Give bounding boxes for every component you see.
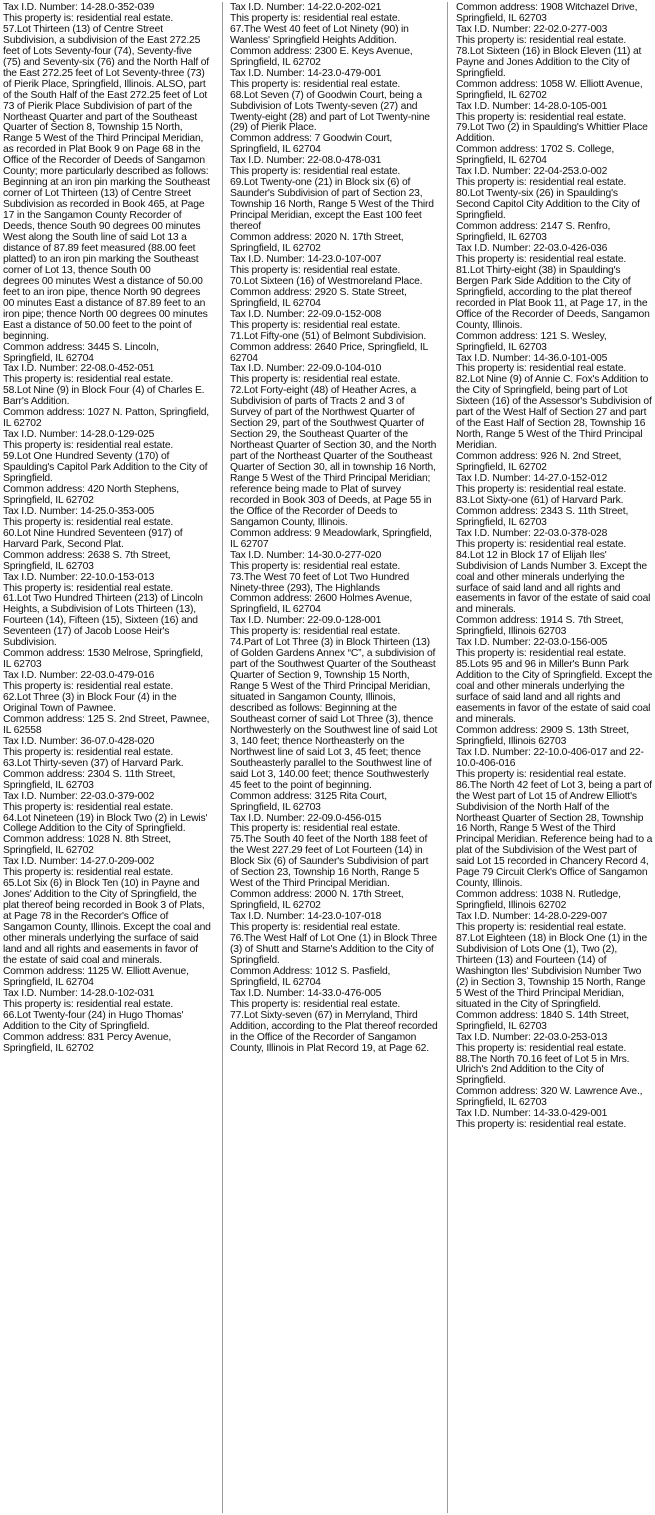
notice-text-line: Tax I.D. Number: 22-10.0-406-017 and 22-10.0-406-016	[456, 746, 644, 769]
notice-text-line: Tax I.D. Number: 36-07.0-428-020	[3, 735, 155, 747]
notice-text-line: This property is: residential real estate.	[3, 867, 174, 879]
notice-text-line: Common address: 3125 Rita Court, Springfield, IL 62703	[230, 790, 387, 813]
notice-text-line: This property is: residential real estate.	[3, 12, 174, 24]
notice-text-line: Tax I.D. Number: 22-08.0-452-051	[3, 363, 155, 375]
notice-text-line: 71.Lot Fifty-one (51) of Belmont Subdivision.	[230, 330, 427, 342]
notice-text-line: This property is: residential real estate.	[230, 78, 401, 90]
notice-text-line: This property is: residential real estate.	[3, 801, 174, 813]
notice-text-line: Common address: 2300 E. Keys Avenue, Springfield, IL 62702	[230, 45, 413, 68]
notice-text-line: Common address: 1914 S. 7th Street, Springfield, Illinois 62703	[456, 615, 624, 638]
notice-text-line: Common address: 320 W. Lawrence Ave., Springfield, IL 62703	[456, 1086, 643, 1109]
notice-text-line: Tax I.D. Number: 22-09.0-456-015	[230, 812, 382, 824]
notice-text-line: 73.The West 70 feet of Lot Two Hundred Ninety-three (293), The Highlands	[230, 571, 410, 594]
notice-text-line: 83.Lot Sixty-one (61) of Harvard Park.	[456, 494, 624, 506]
notice-text-line: This property is: residential real estate.	[456, 768, 627, 780]
notice-column-2	[230, 3, 438, 1513]
notice-text-line: Tax I.D. Number: 14-22.0-202-021	[230, 3, 382, 13]
notice-text-line: Tax I.D. Number: 14-33.0-476-005	[230, 987, 382, 999]
notice-text-line: Tax I.D. Number: 22-04-253.0-002	[456, 166, 608, 178]
notice-text-line: Tax I.D. Number: 14-28.0-102-031	[3, 987, 155, 999]
notice-text-line: Tax I.D. Number: 22-03.0-378-028	[456, 527, 608, 539]
notice-text-line: This property is: residential real estate.	[456, 34, 627, 46]
notice-text-line: Common address: 2343 S. 11th Street, Springfield, IL 62703	[456, 505, 629, 528]
notice-text-line: This property is: residential real estate.	[230, 12, 401, 24]
notice-text-line: 75.The South 40 feet of the North 188 feet of the West 227.29 feet of Lot Fourteen (14) in Block Six (6) of Saunder's Subdivision of part of Section 23, Township 16 North, Range 5 West of the Third Principal Meridian.	[230, 834, 429, 890]
notice-text-line: This property is: residential real estate.	[3, 516, 174, 528]
notice-text-line: 58.Lot Nine (9) in Block Four (4) of Charles E. Barr's Addition.	[3, 385, 205, 408]
notice-text-line: This property is: residential real estate.	[456, 253, 627, 265]
notice-text-line: Common address: 1027 N. Patton, Springfield, IL 62702	[3, 407, 209, 430]
notice-text-line: Tax I.D. Number: 22-03.0-253-013	[456, 1031, 608, 1043]
notice-text-line: 82.Lot Nine (9) of Annie C. Fox's Addition to the City of Springfield, being part of Lot Sixteen (16) of the Assessor's Subdivision of part of the West Half of Section 27 and part of the East Half of Section 28, Township 16 North, Range 5 West of the Third Principal Meridian.	[456, 374, 652, 452]
notice-text-line: Tax I.D. Number: 22-03.0-156-005	[456, 637, 608, 649]
notice-text-line: 86.The North 42 feet of Lot 3, being a part of the West part of Lot 15 of Andrew Elliott's Subdivision of the North Half of the Northeast Quarter of Section 28, Township 16 North, Range 5 West of the Third Principal Meridian. Reference being had to a plat of the Subdivision of the West part of said Lot 15 recorded in Chancery Record 4, Page 79 Circuit Clerk's Office of Sangamon County, Illinois.	[456, 779, 653, 890]
notice-text-line: Tax I.D. Number: 14-33.0-429-001	[456, 1108, 608, 1120]
notice-text-line: 80.Lot Twenty-six (26) in Spaulding's Second Capitol City Addition to the City of Springfield.	[456, 188, 640, 222]
notice-text-line: 68.Lot Seven (7) of Goodwin Court, being a Subdivision of Lots Twenty-seven (27) and Twenty-eight (28) and part of Lot Twenty-nine (29) of Pierik Place.	[230, 89, 430, 134]
notice-text-line: Tax I.D. Number: 22-09.0-104-010	[230, 363, 382, 375]
notice-text-line: Common address: 2000 N. 17th Street, Springfield, IL 62702	[230, 889, 404, 912]
notice-text-line: Common address: 2920 S. State Street, Springfield, IL 62704	[230, 286, 407, 309]
notice-text-line: This property is: residential real estate.	[456, 538, 627, 550]
notice-text-line: Common address: 2147 S. Renfro, Springfield, IL 62703	[456, 221, 611, 244]
notice-text-line: Tax I.D. Number: 14-28.0-105-001	[456, 100, 608, 112]
notice-text-line: Tax I.D. Number: 22-03.0-379-002	[3, 790, 155, 802]
notice-text-line: degrees 00 minutes West a distance of 50.00 feet to an iron pipe, thence North 90 degrees 00 minutes East a distance of 87.89 feet to an iron pipe; thence North 00 degrees 00 minutes East a distance of 50.00 feet to the point of beginning.	[3, 275, 208, 342]
notice-text-line: Tax I.D. Number: 22-02.0-277-003	[456, 23, 608, 35]
notice-text-line: Common address: 2020 N. 17th Street, Springfield, IL 62702	[230, 232, 404, 254]
notice-text-line: Common Address: 1012 S. Pasfield, Springfield, IL 62704	[230, 965, 391, 988]
column-divider	[447, 2, 448, 1513]
notice-text-line: Tax I.D. Number: 14-28.0-229-007	[456, 911, 608, 923]
notice-text-line: 78.Lot Sixteen (16) in Block Eleven (11) at Payne and Jones Addition to the City of Springfield.	[456, 45, 642, 79]
notice-text-line: This property is: residential real estate.	[456, 648, 627, 660]
notice-text-line: Tax I.D. Number: 14-23.0-107-007	[230, 253, 382, 265]
notice-text-line: Common address: 420 North Stephens, Springfield, IL 62702	[3, 483, 179, 506]
notice-text-line: 81.Lot Thirty-eight (38) in Spaulding's Bergen Park Side Addition to the City of Springfield, according to the plat thereof recorded in Plat Book 11, at Page 17, in the Office of the Recorder of Deeds, Sangamon County, Illinois.	[456, 264, 650, 331]
notice-text-line: 84.Lot 12 in Block 17 of Elijah Iles' Subdivision of Lands Number 3. Except the coal and other minerals underlying the surface of said land and all rights and easements in favor of the estate of said coal and minerals.	[456, 549, 651, 616]
notice-text-line: Tax I.D. Number: 14-23.0-479-001	[230, 67, 382, 79]
notice-text-line: Tax I.D. Number: 22-09.0-128-001	[230, 615, 382, 627]
notice-text-line: Tax I.D. Number: 22-08.0-478-031	[230, 155, 382, 167]
notice-text-line: This property is: residential real estate.	[3, 440, 174, 452]
notice-text-line: Common address: 9 Meadowlark, Springfield, IL 62707	[230, 527, 432, 550]
notice-text-line: 67.The West 40 feet of Lot Ninety (90) in Wanless' Springfield Heights Addition.	[230, 23, 409, 46]
notice-text-line: Tax I.D. Number: 14-25.0-353-005	[3, 505, 155, 517]
notice-text-line: This property is: residential real estate.	[230, 264, 401, 276]
notice-text-line: This property is: residential real estate.	[456, 1042, 627, 1054]
notice-text-line: 62.Lot Three (3) in Block Four (4) in the Original Town of Pawnee.	[3, 692, 177, 714]
notice-text-line: This property is: residential real estate.	[230, 166, 401, 178]
notice-text-line: This property is: residential real estate.	[456, 363, 627, 375]
notice-text-line: Tax I.D. Number: 14-28.0-352-039	[3, 3, 155, 13]
notice-text-line: Tax I.D. Number: 22-09.0-152-008	[230, 308, 382, 320]
notice-text-line: 87.Lot Eighteen (18) in Block One (1) in the Subdivision of Lots One (1), Two (2), Thirteen (13) and Fourteen (14) of Washington Iles' Subdivision Number Two (2) in Section 3, Township 15 North, Range 5 West of the Third Principal Meridian, situated in the City of Springfield.	[456, 933, 648, 1010]
notice-text-line: Common address: 2640 Price, Springfield, IL 62704	[230, 341, 428, 364]
notice-text-line: Common address: 831 Percy Avenue, Springfield, IL 62702	[3, 1031, 172, 1054]
notice-text-line: Common address: 2909 S. 13th Street, Springfield, Illinois 62703	[456, 724, 629, 747]
notice-column-3	[456, 3, 653, 1513]
notice-text-line: Tax I.D. Number: 14-27.0-209-002	[3, 856, 155, 868]
notice-text-line: Common address: 2304 S. 11th Street, Springfield, IL 62703	[3, 768, 176, 791]
notice-text-line: Tax I.D. Number: 14-30.0-277-020	[230, 549, 382, 561]
notice-text-line: Common address: 1908 Witchazel Drive, Springfield, IL 62703	[456, 3, 638, 24]
notice-text-line: Common address: 1038 N. Rutledge, Springfield, Illinois 62702	[456, 889, 621, 912]
notice-text-line: Common address: 2600 Holmes Avenue, Springfield, IL 62704	[230, 593, 413, 616]
notice-text-line: Common address: 1840 S. 14th Street, Springfield, IL 62703	[456, 1009, 629, 1032]
notice-text-line: This property is: residential real estate.	[230, 560, 401, 572]
notice-text-line: Common address: 1702 S. College, Springfield, IL 62704	[456, 144, 615, 167]
notice-text-line: 79.Lot Two (2) in Spaulding's Whittier Place Addition.	[456, 122, 648, 145]
notice-text-line: This property is: residential real estate.	[456, 1119, 627, 1131]
notice-text-line: This property is: residential real estate.	[230, 626, 401, 638]
notice-text-line: Common address: 125 S. 2nd Street, Pawnee, IL 62558	[3, 713, 210, 736]
notice-text-line: Common address: 1125 W. Elliott Avenue, Springfield, IL 62704	[3, 965, 189, 988]
notice-text-line: 61.Lot Two Hundred Thirteen (213) of Lincoln Heights, a Subdivision of Lots Thirteen (13), Fourteen (14), Fifteen (15), Sixteen (16) and Seventeen (17) of Jacob Loose Heir's Subdivision.	[3, 593, 203, 649]
notice-text-line: This property is: residential real estate.	[230, 922, 401, 934]
notice-text-line: 66.Lot Twenty-four (24) in Hugo Thomas' Addition to the City of Springfield.	[3, 1009, 184, 1032]
notice-text-line: 63.Lot Thirty-seven (37) of Harvard Park.	[3, 757, 184, 769]
notice-text-line: This property is: residential real estate.	[3, 998, 174, 1010]
notice-text-line: Tax I.D. Number: 22-03.0-426-036	[456, 242, 608, 254]
notice-text-line: This property is: residential real estate.	[3, 681, 174, 693]
notice-text-line: 72.Lot Forty-eight (48) of Heather Acres, a Subdivision of parts of Tracts 2 and 3 of Survey of part of the Northwest Quarter of Section 29, part of the Southwest Quarter of Section 29, the Southeast Quarter of the Northeast Quarter of Section 30, and the North part of the Northeast Quarter of the Southeast Quarter of Section 30, all in township 16 North, Range 5 West of the Third Principal Meridian; reference being made to Plat of survey recorded in Book 303 of Deeds, at Page 55 in the Office of the Recorder of Deeds to Sangamon County, Illinois.	[230, 385, 437, 528]
notice-text-line: Tax I.D. Number: 14-36.0-101-005	[456, 352, 608, 364]
notice-text-line: 77.Lot Sixty-seven (67) in Merryland, Third Addition, according to the Plat thereof recorded in the Office of the Recorder of Sangamon County, Illinois in Plat Record 19, at Page 62.	[230, 1009, 438, 1054]
notice-text-line: Common address: 926 N. 2nd Street, Springfield, IL 62702	[456, 451, 622, 474]
notice-text-line: 85.Lots 95 and 96 in Miller's Bunn Park Addition to the City of Springfield. Except the coal and other minerals underlying the surface of said land and all rights and easements in favor of the estate of said coal and minerals.	[456, 659, 653, 725]
notice-text-line: This property is: residential real estate.	[230, 374, 401, 386]
notice-text-line: Common address: 7 Goodwin Court, Springfield, IL 62704	[230, 133, 393, 156]
notice-text-line: Common address: 1028 N. 8th Street, Springfield, IL 62702	[3, 834, 171, 857]
notice-text-line: This property is: residential real estate.	[456, 111, 627, 123]
notice-text-line: Common address: 1058 W. Elliott Avenue, Springfield, IL 62702	[456, 78, 643, 101]
notice-text-line: This property is: residential real estate.	[3, 374, 174, 386]
notice-text-line: Common address: 1530 Melrose, Springfield, IL 62703	[3, 648, 203, 671]
notice-text-line: Tax I.D. Number: 14-27.0-152-012	[456, 472, 608, 484]
notice-text-line: 69.Lot Twenty-one (21) in Block six (6) of Saunder's Subdivision of part of Section 23, Township 16 North, Range 5 West of the Third Principal Meridian, except the East 100 feet thereof	[230, 177, 434, 233]
notice-text-line: This property is: residential real estate.	[230, 823, 401, 835]
notice-text-line: This property is: residential real estate.	[456, 483, 627, 495]
notice-text-line: Tax I.D. Number: 14-23.0-107-018	[230, 911, 382, 923]
notice-column-1	[3, 3, 211, 1513]
notice-text-line: 74.Part of Lot Three (3) in Block Thirteen (13) of Golden Gardens Annex “C”, a subdivision of part of the Southwest Quarter of the Southeast Quarter of Section 9, Township 15 North, Range 5 West of the Third Principal Meridian, situated in Sangamon County, Illinois, described as follows: Beginning at the Southeast corner of said Lot Three (3), thence Northwesterly on the Southwest line of said Lot 3, 140 feet; thence Northeasterly on the Northwest line of said Lot 3, 45 feet; thence Southeasterly parallel to the Southwest line of said Lot 3, 140.00 feet; thence Southwesterly 45 feet to the point of beginning.	[230, 637, 438, 791]
notice-text-line: This property is: residential real estate.	[3, 582, 174, 594]
notice-text-line: Tax I.D. Number: 22-03.0-479-016	[3, 670, 155, 682]
notice-text-line: This property is: residential real estate.	[456, 922, 627, 934]
notice-text-line: 76.The West Half of Lot One (1) in Block Three (3) of Shutt and Starne's Addition to the City of Springfield.	[230, 933, 437, 966]
notice-text-line: Common address: 121 S. Wesley, Springfield, IL 62703	[456, 330, 607, 353]
column-divider	[222, 2, 223, 1513]
notice-text-line: Tax I.D. Number: 22-10.0-153-013	[3, 571, 155, 583]
notice-text-line: This property is: residential real estate.	[456, 177, 627, 189]
notice-text-line: 88.The North 70.16 feet of Lot 5 in Mrs. Ulrich's 2nd Addition to the City of Springfield.	[456, 1053, 630, 1087]
notice-text-line: 59.Lot One Hundred Seventy (170) of Spaulding's Capitol Park Addition to the City of Springfield.	[3, 451, 208, 484]
notice-text-line: 70.Lot Sixteen (16) of Westmoreland Place.	[230, 275, 423, 287]
notice-text-line: This property is: residential real estate.	[3, 746, 174, 758]
notice-text-line: Common address: 2638 S. 7th Street, Springfield, IL 62703	[3, 549, 171, 572]
notice-text-line: This property is: residential real estate.	[230, 319, 401, 331]
notice-text-line: Common address: 3445 S. Lincoln, Springfield, IL 62704	[3, 341, 159, 364]
notice-text-line: 57.Lot Thirteen (13) of Centre Street Subdivision, a subdivision of the East 272.25 feet of Lots Seventy-four (74), Seventy-five (75) and Seventy-six (76) and the North Half of the East 272.25 feet of Lot Seventy-three (73) of Pierik Place, Springfield, Illinois. ALSO, part of the South Half of the East 272.25 feet of Lot 73 of Pierik Place Subdivision of part of the Northeast Quarter and part of the Southeast Quarter of Section 8, Township 15 North, Range 5 West of the Third Principal Meridian, as recorded in Plat Book 9 on Page 68 in the Office of the Recorder of Deeds of Sangamon County; more particularly described as follows: Beginning at an iron pin marking the Southeast corner of Lot Thirteen (13) of Centre Street Subdivision as recorded in Book 465, at Page 17 in the Sangamon County Recorder of Deeds, thence South 90 degrees 00 minutes West along the South line of said Lot 13 a distance of 87.89 feet measured (88.00 feet platted) to an iron pin marking the Southeast corner of Lot 13, thence South 00	[3, 23, 210, 276]
notice-text-line: This property is: residential real estate.	[230, 998, 401, 1010]
notice-text-line: 65.Lot Six (6) in Block Ten (10) in Payne and Jones' Addition to the City of Springfield, the plat thereof being recorded in Book 3 of Plats, at Page 78 in the Recorder's Office of Sangamon County, Illinois. Except the coal and other minerals underlying the surface of said land and all rights and easements in favor of the estate of said coal and minerals.	[3, 878, 211, 966]
notice-text-line: Tax I.D. Number: 14-28.0-129-025	[3, 429, 155, 441]
notice-text-line: 60.Lot Nine Hundred Seventeen (917) of Harvard Park, Second Plat.	[3, 527, 183, 550]
notice-text-line: 64.Lot Nineteen (19) in Block Two (2) in Lewis' College Addition to the City of Springfield.	[3, 812, 208, 835]
